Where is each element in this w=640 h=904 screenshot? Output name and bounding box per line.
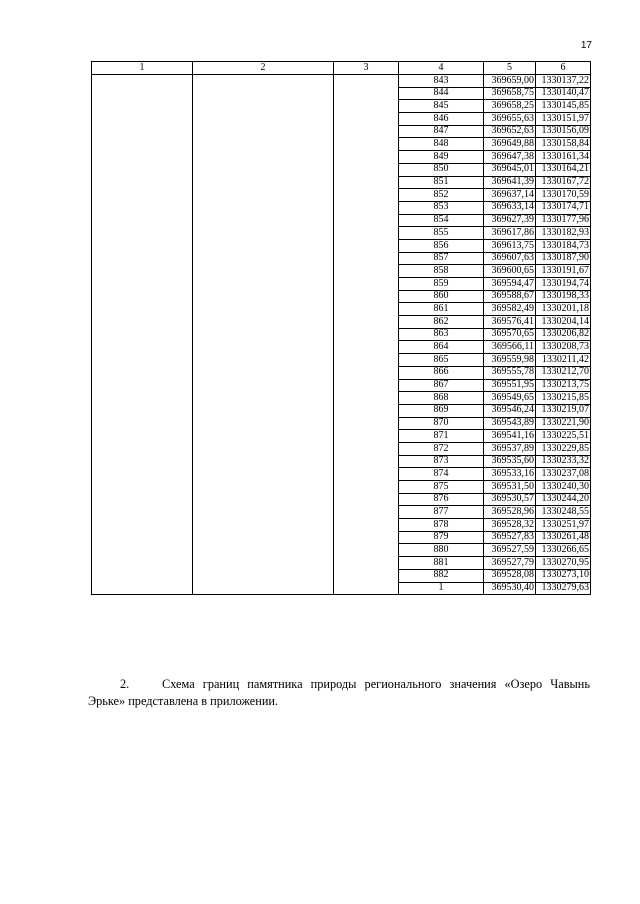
coordinate-y-cell: 1330204,14	[536, 316, 591, 329]
coordinate-x-cell: 369658,75	[484, 87, 536, 100]
coordinate-x-cell: 369570,65	[484, 328, 536, 341]
coordinate-y-cell: 1330182,93	[536, 227, 591, 240]
coordinate-x-cell: 369528,96	[484, 506, 536, 519]
point-number-cell: 847	[399, 125, 484, 138]
coordinate-y-cell: 1330151,97	[536, 113, 591, 126]
coordinate-x-cell: 369607,63	[484, 252, 536, 265]
coordinate-y-cell: 1330184,73	[536, 239, 591, 252]
point-number-cell: 848	[399, 138, 484, 151]
point-number-cell: 871	[399, 430, 484, 443]
coordinate-x-cell: 369527,59	[484, 544, 536, 557]
coordinate-x-cell: 369559,98	[484, 354, 536, 367]
coordinate-y-cell: 1330170,59	[536, 189, 591, 202]
coordinates-table	[91, 61, 591, 595]
coordinate-y-cell: 1330215,85	[536, 392, 591, 405]
coordinate-y-cell: 1330208,73	[536, 341, 591, 354]
coordinate-y-cell: 1330194,74	[536, 278, 591, 291]
coordinate-y-cell: 1330177,96	[536, 214, 591, 227]
coordinate-y-cell: 1330219,07	[536, 404, 591, 417]
coordinate-x-cell: 369594,47	[484, 278, 536, 291]
coordinate-y-cell: 1330191,67	[536, 265, 591, 278]
coordinate-x-cell: 369533,16	[484, 468, 536, 481]
coordinate-x-cell: 369582,49	[484, 303, 536, 316]
point-number-cell: 844	[399, 87, 484, 100]
coordinate-x-cell: 369528,32	[484, 519, 536, 532]
point-number-cell: 862	[399, 316, 484, 329]
column-header-2: 2	[193, 62, 334, 75]
point-number-cell: 880	[399, 544, 484, 557]
point-number-cell: 856	[399, 239, 484, 252]
coordinate-y-cell: 1330145,85	[536, 100, 591, 113]
point-number-cell: 855	[399, 227, 484, 240]
point-number-cell: 859	[399, 278, 484, 291]
coordinate-x-cell: 369576,41	[484, 316, 536, 329]
point-number-cell: 867	[399, 379, 484, 392]
point-number-cell: 864	[399, 341, 484, 354]
coordinate-y-cell: 1330233,32	[536, 455, 591, 468]
coordinate-x-cell: 369527,83	[484, 531, 536, 544]
coordinates-table-body	[92, 62, 591, 595]
coordinate-y-cell: 1330137,22	[536, 75, 591, 88]
coordinate-y-cell: 1330229,85	[536, 442, 591, 455]
coordinate-y-cell: 1330261,48	[536, 531, 591, 544]
point-number-cell: 866	[399, 366, 484, 379]
column-header-5: 5	[484, 62, 536, 75]
coordinate-y-cell: 1330201,18	[536, 303, 591, 316]
coordinate-x-cell: 369530,57	[484, 493, 536, 506]
coordinate-x-cell: 369647,38	[484, 151, 536, 164]
coordinate-x-cell: 369617,86	[484, 227, 536, 240]
paragraph-text: Схема границ памятника природы регионального значения «Озеро Чавынь Эрьке» представлена в приложении.	[88, 677, 590, 708]
point-number-cell: 850	[399, 163, 484, 176]
point-number-cell: 877	[399, 506, 484, 519]
coordinate-x-cell: 369535,60	[484, 455, 536, 468]
paragraph-number: 2.	[120, 677, 130, 691]
point-number-cell: 853	[399, 201, 484, 214]
coordinate-y-cell: 1330212,70	[536, 366, 591, 379]
coordinate-x-cell: 369546,24	[484, 404, 536, 417]
coordinate-y-cell: 1330206,82	[536, 328, 591, 341]
point-number-cell: 843	[399, 75, 484, 88]
coordinate-x-cell: 369549,65	[484, 392, 536, 405]
coordinate-y-cell: 1330248,55	[536, 506, 591, 519]
coordinate-x-cell: 369655,63	[484, 113, 536, 126]
point-number-cell: 860	[399, 290, 484, 303]
point-number-cell: 882	[399, 569, 484, 582]
coordinate-y-cell: 1330213,75	[536, 379, 591, 392]
coordinate-y-cell: 1330158,84	[536, 138, 591, 151]
coordinate-y-cell: 1330198,33	[536, 290, 591, 303]
coordinate-x-cell: 369641,39	[484, 176, 536, 189]
point-number-cell: 854	[399, 214, 484, 227]
coordinate-y-cell: 1330225,51	[536, 430, 591, 443]
point-number-cell: 878	[399, 519, 484, 532]
merged-cell-col2	[193, 75, 334, 595]
point-number-cell: 872	[399, 442, 484, 455]
merged-cell-col1	[92, 75, 193, 595]
coordinate-y-cell: 1330251,97	[536, 519, 591, 532]
point-number-cell: 881	[399, 557, 484, 570]
coordinate-x-cell: 369527,79	[484, 557, 536, 570]
coordinate-y-cell: 1330270,95	[536, 557, 591, 570]
point-number-cell: 846	[399, 113, 484, 126]
coordinate-x-cell: 369543,89	[484, 417, 536, 430]
coordinate-y-cell: 1330156,09	[536, 125, 591, 138]
coordinate-x-cell: 369600,65	[484, 265, 536, 278]
paragraph-2	[88, 676, 590, 710]
coordinate-x-cell: 369528,08	[484, 569, 536, 582]
coordinate-x-cell: 369645,01	[484, 163, 536, 176]
page-number: 17	[580, 40, 592, 51]
coordinate-y-cell: 1330266,65	[536, 544, 591, 557]
column-header-3: 3	[334, 62, 399, 75]
coordinate-y-cell: 1330174,71	[536, 201, 591, 214]
point-number-cell: 865	[399, 354, 484, 367]
coordinate-x-cell: 369531,50	[484, 481, 536, 494]
table-header-row	[92, 62, 591, 75]
column-header-1: 1	[92, 62, 193, 75]
point-number-cell: 861	[399, 303, 484, 316]
point-number-cell: 876	[399, 493, 484, 506]
column-header-4: 4	[399, 62, 484, 75]
table-row	[92, 75, 591, 88]
point-number-cell: 879	[399, 531, 484, 544]
point-number-cell: 869	[399, 404, 484, 417]
coordinate-x-cell: 369658,25	[484, 100, 536, 113]
coordinate-y-cell: 1330211,42	[536, 354, 591, 367]
point-number-cell: 1	[399, 582, 484, 595]
coordinate-x-cell: 369588,67	[484, 290, 536, 303]
coordinate-y-cell: 1330167,72	[536, 176, 591, 189]
coordinate-y-cell: 1330237,08	[536, 468, 591, 481]
coordinate-x-cell: 369659,00	[484, 75, 536, 88]
coordinate-x-cell: 369652,63	[484, 125, 536, 138]
point-number-cell: 868	[399, 392, 484, 405]
coordinate-y-cell: 1330240,30	[536, 481, 591, 494]
point-number-cell: 851	[399, 176, 484, 189]
point-number-cell: 863	[399, 328, 484, 341]
coordinate-x-cell: 369537,89	[484, 442, 536, 455]
point-number-cell: 845	[399, 100, 484, 113]
point-number-cell: 870	[399, 417, 484, 430]
point-number-cell: 858	[399, 265, 484, 278]
coordinate-y-cell: 1330244,20	[536, 493, 591, 506]
coordinate-y-cell: 1330161,34	[536, 151, 591, 164]
coordinate-x-cell: 369637,14	[484, 189, 536, 202]
coordinate-x-cell: 369541,16	[484, 430, 536, 443]
coordinate-x-cell: 369551,95	[484, 379, 536, 392]
coordinate-x-cell: 369633,14	[484, 201, 536, 214]
coordinate-x-cell: 369627,39	[484, 214, 536, 227]
point-number-cell: 874	[399, 468, 484, 481]
point-number-cell: 873	[399, 455, 484, 468]
coordinate-y-cell: 1330221,90	[536, 417, 591, 430]
coordinate-x-cell: 369530,40	[484, 582, 536, 595]
coordinate-y-cell: 1330187,90	[536, 252, 591, 265]
point-number-cell: 852	[399, 189, 484, 202]
point-number-cell: 849	[399, 151, 484, 164]
coordinate-x-cell: 369566,11	[484, 341, 536, 354]
merged-cell-col3	[334, 75, 399, 595]
coordinate-y-cell: 1330140,47	[536, 87, 591, 100]
coordinate-x-cell: 369649,88	[484, 138, 536, 151]
point-number-cell: 875	[399, 481, 484, 494]
point-number-cell: 857	[399, 252, 484, 265]
coordinate-x-cell: 369555,78	[484, 366, 536, 379]
coordinate-y-cell: 1330279,63	[536, 582, 591, 595]
column-header-6: 6	[536, 62, 591, 75]
coordinate-y-cell: 1330164,21	[536, 163, 591, 176]
coordinate-x-cell: 369613,75	[484, 239, 536, 252]
coordinate-y-cell: 1330273,10	[536, 569, 591, 582]
